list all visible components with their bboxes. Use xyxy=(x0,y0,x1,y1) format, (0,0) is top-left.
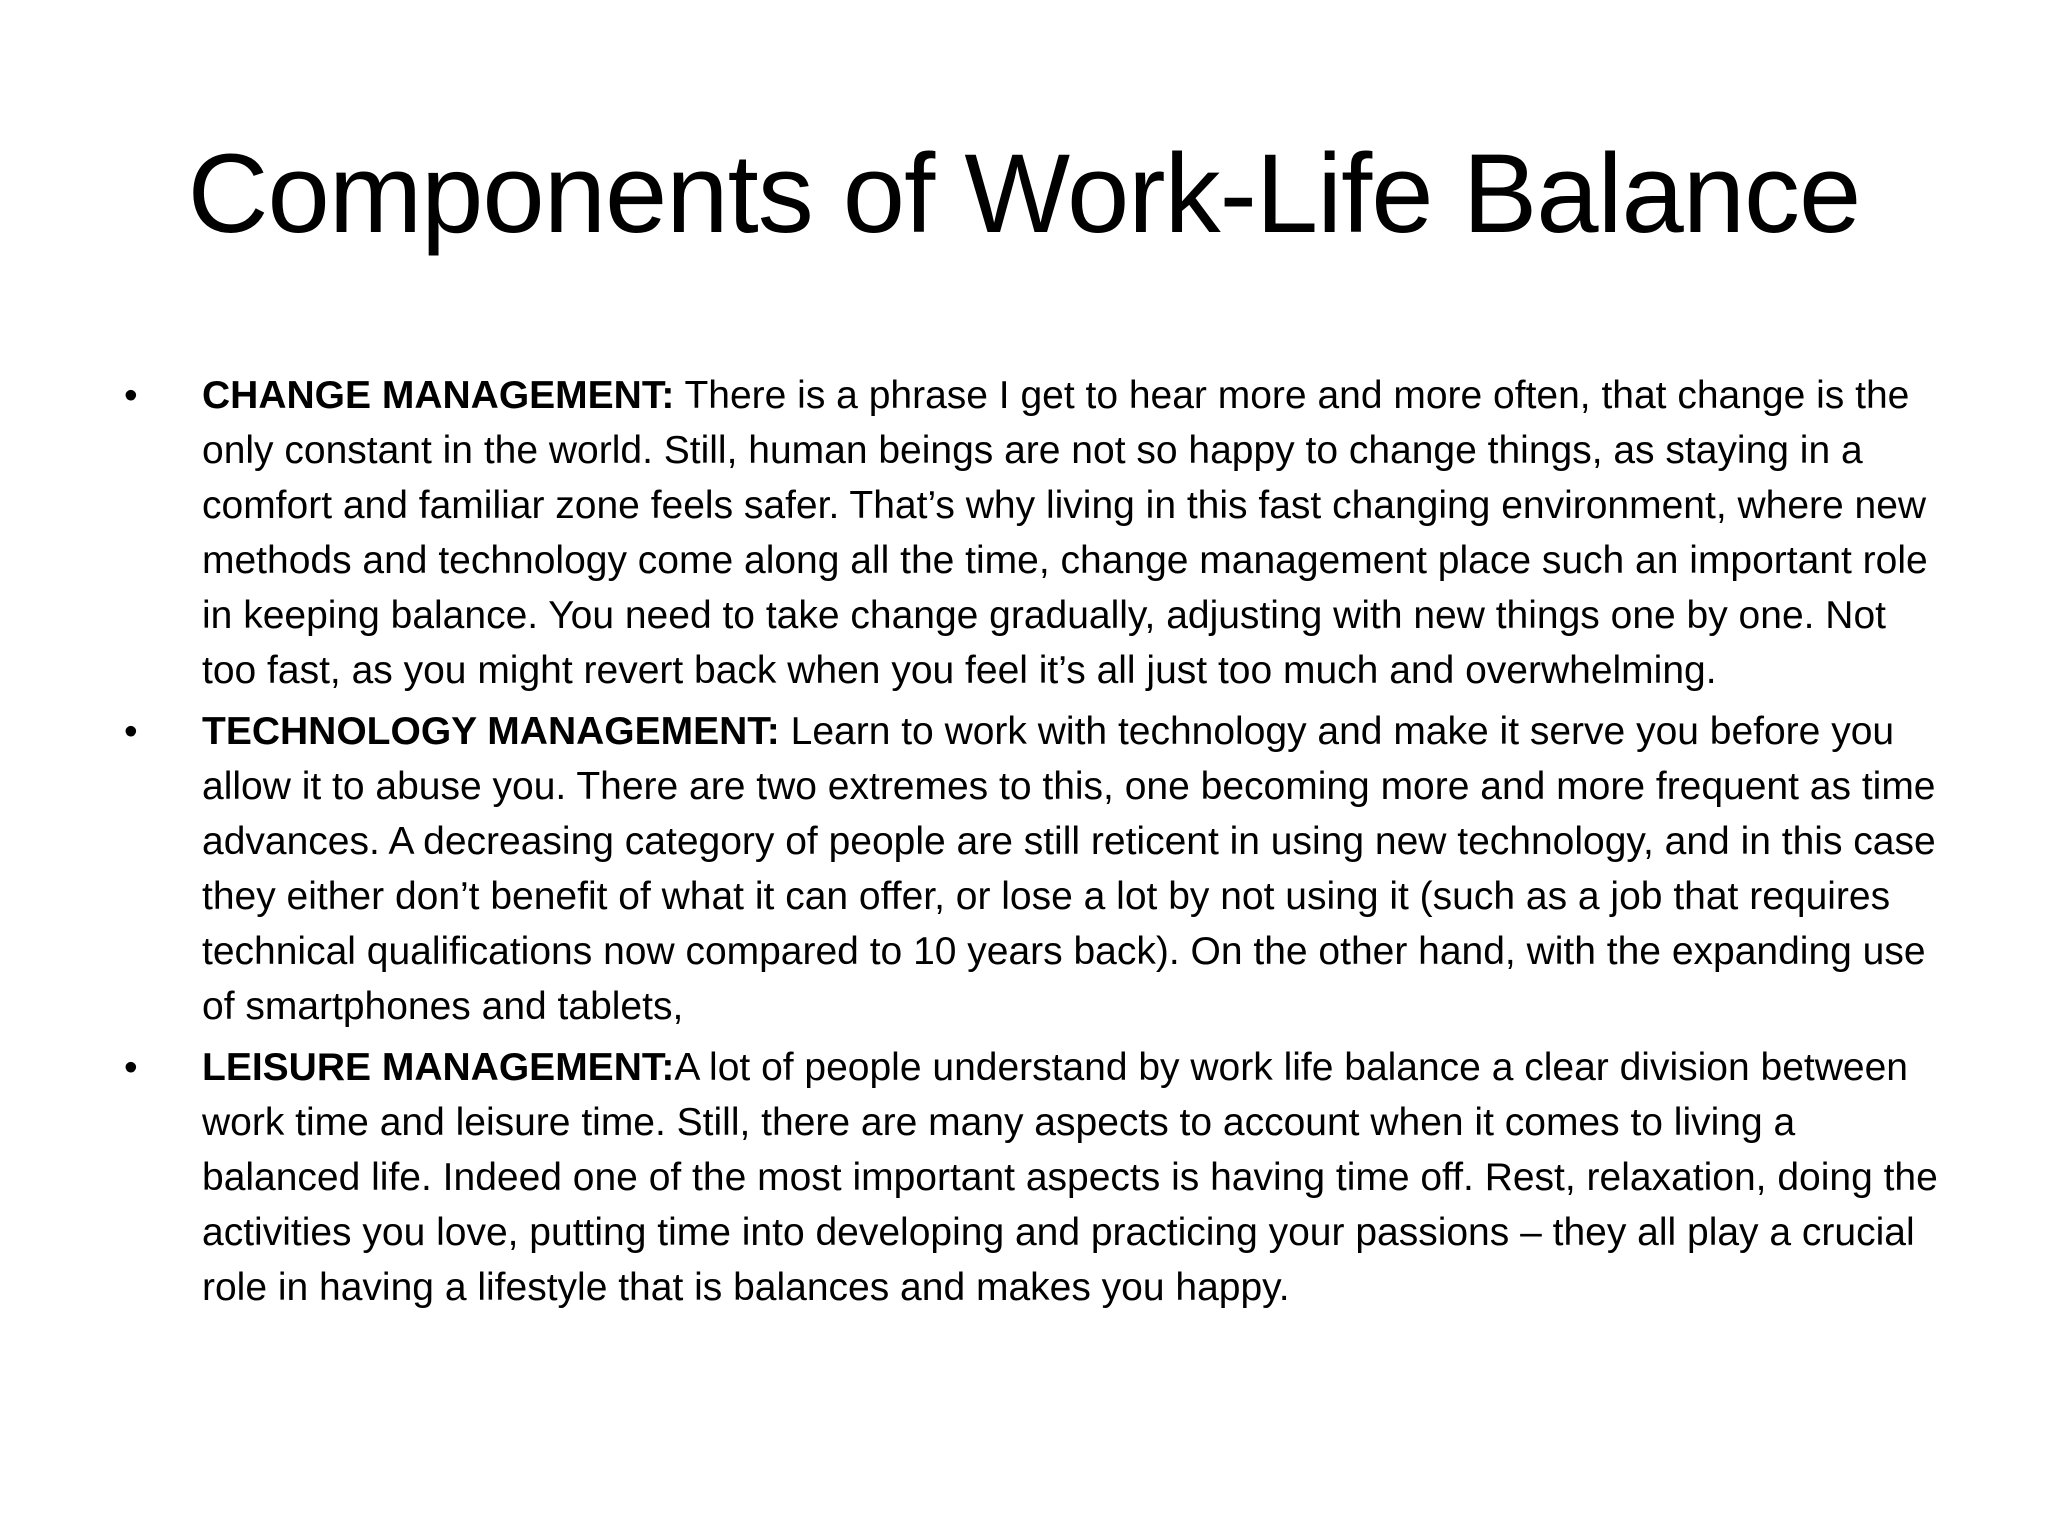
bullet-text: There is a phrase I get to hear more and more often, that change is the only constant in the world. Still, human beings are not so happy to change things, as staying in a comfort and familiar zone feels safer. That’s why living in this fast changing environment, where new methods and technology come along all the time, change management place such an important role in keeping balance. You need to take change gradually, adjusting with new things one by one. Not too fast, as you might revert back when you feel it’s all just too much and overwhelming. xyxy=(202,374,1928,692)
bullet-item-technology-management xyxy=(0,704,1942,1034)
bullet-term: LEISURE MANAGEMENT: xyxy=(202,1046,675,1089)
bullet-term: TECHNOLOGY MANAGEMENT: xyxy=(202,710,780,753)
bullet-icon: • xyxy=(124,1046,138,1089)
bullet-term: CHANGE MANAGEMENT: xyxy=(202,374,675,417)
bullet-list xyxy=(0,368,2048,1321)
bullet-text: Learn to work with technology and make it serve you before you allow it to abuse you. There are two extremes to this, one becoming more and more frequent as time advances. A decreasing category of people are still reticent in using new technology, and in this case they either don’t benefit of what it can offer, or lose a lot by not using it (such as a job that requires technical qualifications now compared to 10 years back). On the other hand, with the expanding use of smartphones and tablets, xyxy=(202,710,1936,1028)
bullet-item-change-management xyxy=(0,368,1942,698)
bullet-icon: • xyxy=(124,374,138,417)
bullet-item-leisure-management xyxy=(0,1040,1942,1315)
slide-title: Components of Work-Life Balance xyxy=(187,131,1861,256)
bullet-icon: • xyxy=(124,710,138,753)
bullet-text: A lot of people understand by work life balance a clear division between work time and leisure time. Still, there are many aspects to account when it comes to living a balanced life. Indeed one of the most important aspects is having time off. Rest, relaxation, doing the activities you love, putting time into developing and practicing your passions – they all play a crucial role in having a lifestyle that is balances and makes you happy. xyxy=(202,1046,1938,1309)
